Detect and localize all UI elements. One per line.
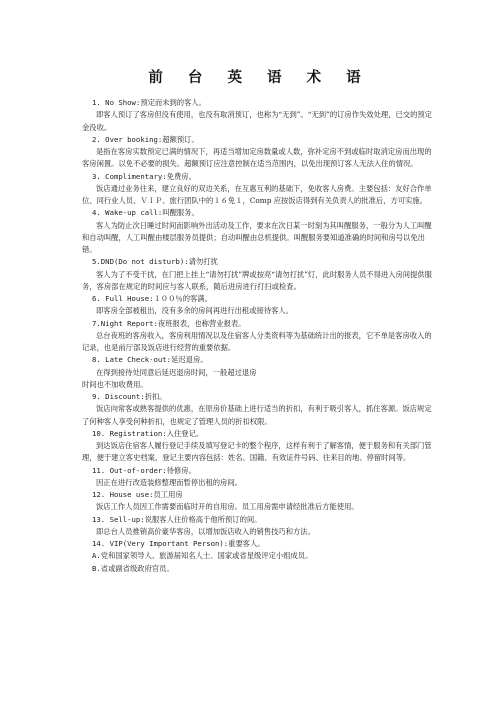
term-heading: [82, 550, 437, 562]
term-heading-text: 1. No Show:预定而未到的客人。: [92, 98, 206, 107]
document-body: [82, 97, 437, 575]
term-heading: [82, 489, 437, 501]
term-heading: [82, 207, 437, 219]
term-description: 即总台人员推销高价豪华客房，以增加饭店收入的销售技巧和方法。: [96, 526, 315, 536]
term-heading-text: 13. Sell-up:说服客人住价格高于他所预订的间。: [92, 514, 262, 524]
term-heading-text: 9. Discount:折扣。: [92, 392, 167, 401]
term-heading: [82, 391, 437, 403]
term-heading: [82, 354, 437, 366]
page-title: 前 台 英 语 术 语: [148, 70, 371, 86]
term-description: 即客人预订了客房但没有使用，也没有取消预订，也称为“无到”。“无到”的订房作失效处理，已交的预定金没收。: [82, 110, 432, 132]
term-heading-text: 8. Late Check-out:延迟退房。: [92, 355, 208, 365]
term-heading: [82, 293, 437, 305]
term-description: 饭店通过业务往来，建立良好的双边关系，在互惠互利的基础下，免收客人房费。主要包括：友好合作单位、同行业人员、ＶＩＰ、旅行团队中的１６免１，Comp 应按饭店得到有关负责人的批准后，方可实施。: [82, 183, 432, 205]
term-heading: [82, 171, 437, 183]
term-heading-text: 3. Complimentary:免费房。: [92, 171, 196, 181]
term-heading-text: 6. Full House:１００％的客满。: [92, 294, 212, 303]
term-heading-text: 7.Night Report:夜班报表，也称营业报表。: [92, 318, 246, 328]
term-heading: [82, 563, 437, 575]
term-heading: [82, 318, 437, 330]
term-heading-text: 11. Out-of-order:待修房。: [92, 465, 196, 475]
term-description: 时间也不加收费用。: [82, 379, 148, 389]
term-description: 总台夜班的客房收入，客房利用情况以及住宿客人分类资料等为基础统计出的报表，它不单是客房收入的记录，也是前厅部及饭店进行经营的重要依据。: [82, 330, 432, 352]
term-heading-text: 12. House use:员工用房: [92, 490, 183, 499]
term-heading-text: B.省或副省级政府官员。: [92, 563, 174, 573]
term-heading-text: A.党和国家领导人、旅游届知名人士、国家或省星级评定小组成员。: [92, 551, 313, 561]
term-heading: [82, 256, 437, 268]
term-description: 客人为了不受干扰，在门把上挂上“请勿打扰”牌或按亮“请勿打扰”灯，此时服务人员不得进入房间提供服务，客房部在规定的时间应与客人联系，随后进房进行打扫或检查。: [82, 269, 432, 291]
term-heading-text: 2. Over booking:超额预订。: [92, 134, 199, 144]
term-heading-text: 10. Registration:入住登记。: [92, 428, 204, 438]
term-heading: [82, 428, 437, 440]
term-description: 在得到接待处同意后延迟退房时间，一般超过退房: [96, 367, 257, 377]
term-heading: [82, 465, 437, 477]
term-description: 到达饭店住宿客人履行登记手续及填写登记卡的整个程序，这样有利于了解客情，便于服务和有关部门管理，便于建立客史档案，登记主要内容包括：姓名、国籍、有效证件号码、往来目的地、停留时间等。: [82, 441, 432, 463]
term-heading: [82, 97, 437, 109]
term-heading: [82, 514, 437, 526]
term-heading: [82, 538, 437, 550]
term-description: 即客房全部被租出，没有多余的房间再进行出租或接待客人。: [96, 306, 294, 316]
term-description: 饭店工作人员因工作需要而临时开的自用房。员工用房需申请经批准后方能使用。: [96, 502, 359, 512]
term-description: 因正在进行改造装修整理而暂停出租的房间。: [96, 477, 242, 487]
term-heading: [82, 134, 437, 146]
term-description: 客人为防止次日睡过时间而影响外出活动及工作，要求在次日某一时刻为其叫醒服务，一般分为人工叫醒和自动叫醒，人工叫醒由楼层服务员提供；自动叫醒由总机提供。叫醒服务要知道准确的时间和房号以免出错。: [82, 220, 432, 254]
term-heading-text: 14. VIP(Very Important Person):重要客人。: [92, 539, 265, 548]
term-heading-text: 4. Wake-up call:叫醒服务。: [92, 208, 199, 218]
term-description: 是指在客房实数预定已满的情况下，再适当增加定房数量或人数，弥补定房不到或临时取消定房而出现的客房闲置。以免不必要的损失。超额预订应注意控制在适当范围内，以免出现预订客人无法入住的情况。: [82, 147, 432, 169]
term-heading-text: 5.DND(Do not disturb):请勿打扰: [92, 257, 218, 267]
term-description: 饭店向常客或熟客提供的优惠，在原房价基础上进行适当的折扣，有利于吸引客人，抓住客源。饭店规定了何种客人享受何种折扣，也规定了管理人员的折扣权限。: [82, 404, 432, 426]
